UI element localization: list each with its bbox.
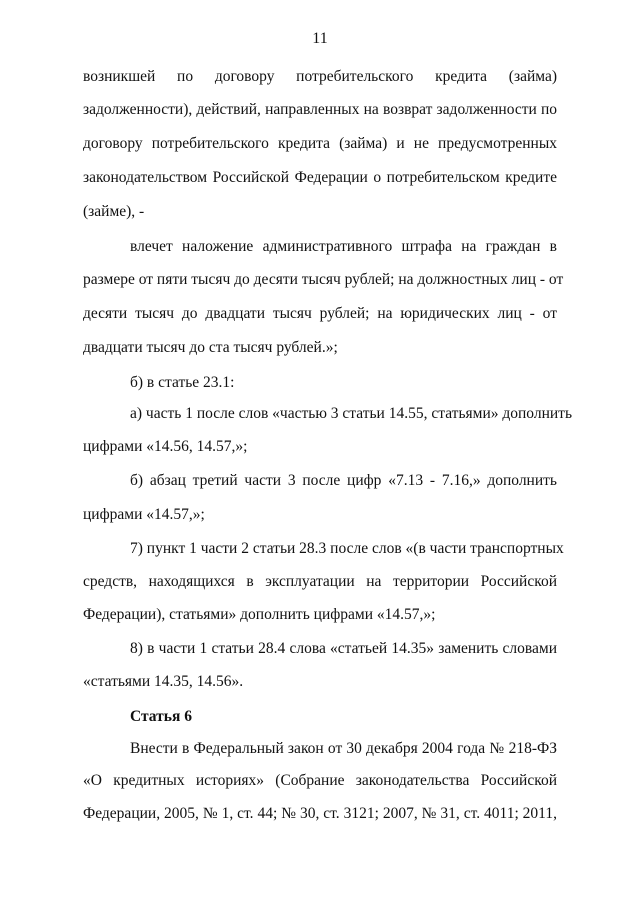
text-line: Федерации), статьями» дополнить цифрами «14.57,»;	[83, 606, 436, 623]
text-line: 8) в части 1 статьи 28.4 слова «статьей 14.35» заменить словами	[130, 640, 557, 657]
text-line: «О кредитных историях» (Собрание законодательства Российской	[83, 772, 557, 789]
text-line: б) в статье 23.1:	[130, 374, 235, 391]
text-line: б) абзац третий части 3 после цифр «7.13 - 7.16,» дополнить	[130, 472, 557, 489]
text-line: 7) пункт 1 части 2 статьи 28.3 после слов «(в части транспортных	[130, 540, 564, 557]
text-line: двадцати тысяч до ста тысяч рублей.»;	[83, 339, 338, 356]
text-line: «статьями 14.35, 14.56».	[83, 673, 244, 690]
text-line: цифрами «14.57,»;	[83, 506, 205, 523]
text-line: законодательством Российской Федерации о потребительском кредите	[83, 169, 557, 186]
article-heading: Статья 6	[130, 708, 192, 725]
text-line: десяти тысяч до двадцати тысяч рублей; на юридических лиц - от	[83, 305, 557, 322]
text-line: задолженности), действий, направленных на возврат задолженности по	[83, 101, 557, 118]
text-line: Федерации, 2005, № 1, ст. 44; № 30, ст. 3121; 2007, № 31, ст. 4011; 2011,	[83, 805, 557, 822]
text-line: возникшей по договору потребительского кредита (займа)	[83, 68, 557, 85]
text-line: влечет наложение административного штрафа на граждан в	[130, 238, 557, 255]
text-line: (займе), -	[83, 203, 145, 220]
text-line: цифрами «14.56, 14.57,»;	[83, 438, 248, 455]
text-line: размере от пяти тысяч до десяти тысяч рублей; на должностных лиц - от	[83, 271, 564, 288]
text-line: Внести в Федеральный закон от 30 декабря 2004 года № 218-ФЗ	[130, 740, 557, 757]
text-line: а) часть 1 после слов «частью 3 статьи 14.55, статьями» дополнить	[130, 405, 573, 422]
text-line: договору потребительского кредита (займа) и не предусмотренных	[83, 135, 557, 152]
text-line: средств, находящихся в эксплуатации на территории Российской	[83, 573, 557, 590]
page-number: 11	[312, 30, 328, 47]
